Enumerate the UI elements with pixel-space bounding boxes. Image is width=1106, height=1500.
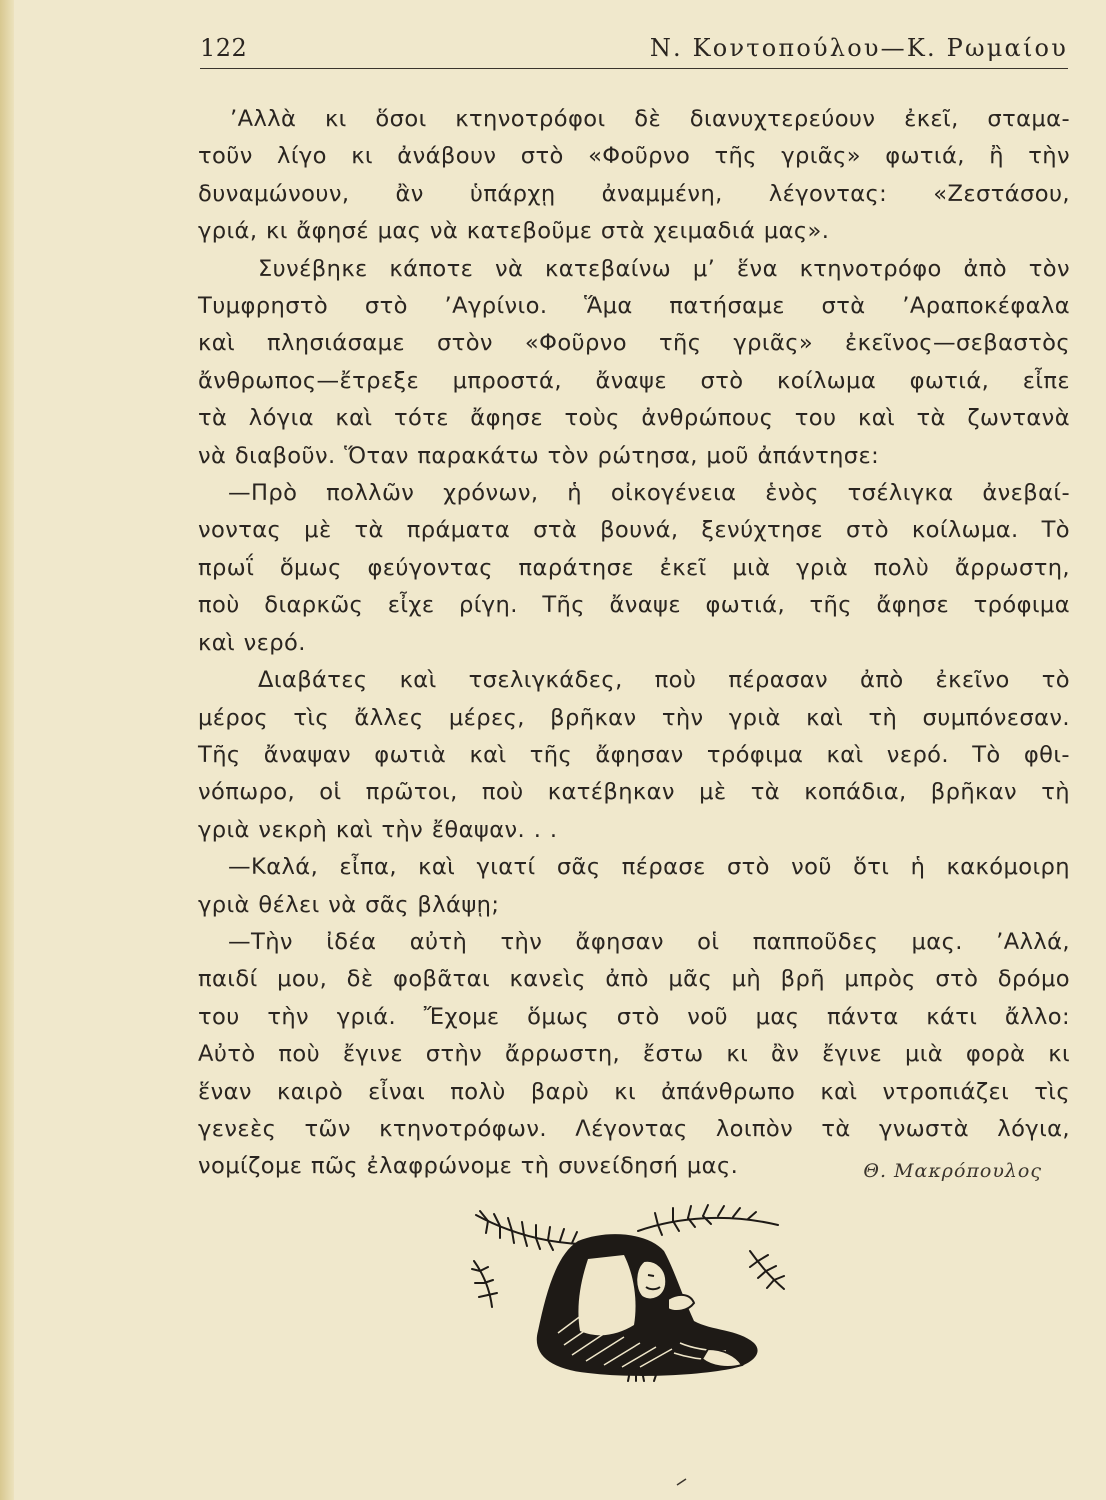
- text-line: πρωΐ ὅμως φεύγοντας παράτησε ἐκεῖ μιὰ γριὰ πολὺ ἄρρωστη,: [198, 554, 1070, 581]
- text-line: του τὴν γριά. Ἔχομε ὅμως στὸ νοῦ μας πάντα κάτι ἄλλο:: [198, 1003, 1070, 1030]
- author-signature: Θ. Μακρόπουλος: [863, 1160, 1042, 1182]
- text-line: γενεὲς τῶν κτηνοτρόφων. Λέγοντας λοιπὸν τὰ γνωστὰ λόγια,: [198, 1115, 1070, 1142]
- text-line: Τυμφρηστὸ στὸ ’Αγρίνιο. Ἅμα πατήσαμε στὰ ’Αραποκέφαλα: [198, 293, 1070, 320]
- text-line: δυναμώνουν, ἂν ὑπάρχῃ ἀναμμένη, λέγοντας: «Ζεστάσου,: [198, 180, 1070, 207]
- page-header: [200, 32, 1068, 69]
- body-text: [198, 101, 1070, 1186]
- text-line: νοντας μὲ τὰ πράματα στὰ βουνά, ξενύχτησε στὸ κοίλωμα. Τὸ: [198, 517, 1070, 544]
- text-line: νόπωρο, οἱ πρῶτοι, ποὺ κατέβηκαν μὲ τὰ κοπάδια, βρῆκαν τὴ: [198, 779, 1070, 806]
- text-line: Αὐτὸ ποὺ ἔγινε στὴν ἄρρωστη, ἔστω κι ἂν ἔγινε μιὰ φορὰ κι: [198, 1041, 1070, 1068]
- page-binding-edge: [0, 0, 14, 1500]
- text-line: ’Αλλὰ κι ὅσοι κτηνοτρόφοι δὲ διανυχτερεύουν ἐκεῖ, σταμα-: [230, 106, 1070, 132]
- text-line: καὶ νερό.: [198, 629, 306, 656]
- text-line: Διαβάτες καὶ τσελιγκάδες, ποὺ πέρασαν ἀπὸ ἐκεῖνο τὸ: [258, 667, 1070, 694]
- text-line: γριά, κι ἄφησέ μας νὰ κατεβοῦμε στὰ χειμαδιά μας».: [198, 218, 830, 245]
- text-line: τὰ λόγια καὶ τότε ἄφησε τοὺς ἀνθρώπους του καὶ τὰ ζωντανὰ: [198, 405, 1070, 432]
- text-line: —Καλά, εἶπα, καὶ γιατί σᾶς πέρασε στὸ νοῦ ὅτι ἡ κακόμοιρη: [228, 854, 1070, 881]
- text-line: νομίζομε πῶς ἐλαφρώνομε τὴ συνείδησή μας.: [198, 1153, 739, 1180]
- text-line: ἄνθρωπος—ἔτρεξε μπροστά, ἄναψε στὸ κοίλωμα φωτιά, εἶπε: [198, 367, 1070, 394]
- text-line: γριὰ νεκρὴ καὶ τὴν ἔθαψαν. . .: [198, 816, 558, 843]
- old-woman-woodcut-illustration: [468, 1203, 788, 1385]
- paper-speck: [676, 1478, 688, 1486]
- text-line: ἕναν καιρὸ εἶναι πολὺ βαρὺ κι ἀπάνθρωπο καὶ ντροπιάζει τὶς: [198, 1078, 1070, 1105]
- text-line: παιδί μου, δὲ φοβᾶται κανεὶς ἀπὸ μᾶς μὴ βρῆ μπρὸς στὸ δρόμο: [198, 966, 1070, 993]
- text-line: —Πρὸ πολλῶν χρόνων, ἡ οἰκογένεια ἑνὸς τσέλιγκα ἀνεβαί-: [228, 480, 1070, 507]
- text-line: ποὺ διαρκῶς εἶχε ρίγη. Τῆς ἄναψε φωτιά, τῆς ἄφησε τρόφιμα: [198, 592, 1070, 619]
- text-line: μέρος τὶς ἄλλες μέρες, βρῆκαν τὴν γριὰ καὶ τὴ συμπόνεσαν.: [198, 704, 1070, 731]
- text-line: Τῆς ἄναψαν φωτιὰ καὶ τῆς ἄφησαν τρόφιμα καὶ νερό. Τὸ φθι-: [198, 741, 1070, 768]
- text-line: —Τὴν ἰδέα αὐτὴ τὴν ἄφησαν οἱ παπποῦδες μας. ’Αλλά,: [228, 928, 1070, 955]
- text-line: νὰ διαβοῦν. Ὅταν παρακάτω τὸν ρώτησα, μοῦ ἀπάντησε:: [198, 442, 880, 469]
- text-line: γριὰ θέλει νὰ σᾶς βλάψῃ;: [198, 891, 500, 918]
- text-line: καὶ πλησιάσαμε στὸν «Φοῦρνο τῆς γριᾶς» ἐκεῖνος—σεβαστὸς: [198, 330, 1070, 357]
- text-line: τοῦν λίγο κι ἀνάβουν στὸ «Φοῦρνο τῆς γριᾶς» φωτιά, ἢ τὴν: [198, 143, 1070, 170]
- running-head: Ν. Κοντοπούλου—Κ. Ρωμαίου: [649, 34, 1068, 62]
- text-line: Συνέβηκε κάποτε νὰ κατεβαίνω μ’ ἕνα κτηνοτρόφο ἀπὸ τὸν: [258, 255, 1070, 282]
- page-number: 122: [200, 34, 248, 62]
